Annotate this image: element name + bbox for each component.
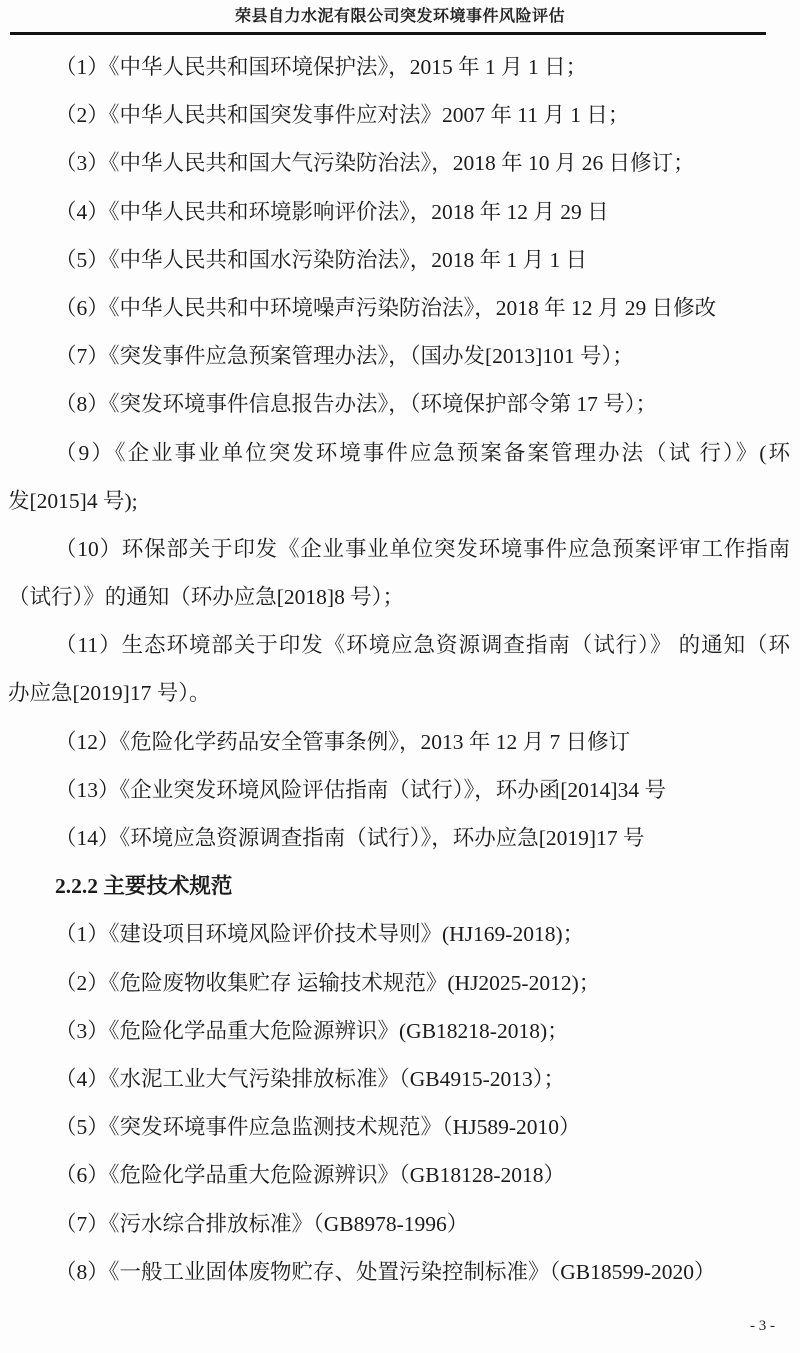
list-item-13: （13）《企业突发环境风险评估指南（试行）》，环办函[2014]34 号 [55, 777, 666, 802]
page-header [0, 0, 800, 35]
section-heading-2-2-2: 2.2.2 主要技术规范 [55, 874, 233, 899]
tech-spec-item-4: （4）《水泥工业大气污染排放标准》（GB4915-2013）； [55, 1066, 566, 1091]
list-item-9-line-2: 发[2015]4 号); [8, 488, 138, 513]
tech-spec-item-6: （6）《危险化学品重大危险源辨识》（GB18128-2018） [55, 1163, 566, 1188]
tech-spec-item-7: （7）《污水综合排放标准》（GB8978-1996） [55, 1211, 469, 1236]
list-item-5: （5）《中华人民共和国水污染防治法》，2018 年 1 月 1 日 [55, 247, 588, 272]
tech-spec-item-8: （8）《一般工业固体废物贮存、处置污染控制标准》（GB18599-2020） [55, 1259, 716, 1284]
tech-spec-item-2: （2）《危险废物收集贮存 运输技术规范》(HJ2025-2012)； [55, 970, 601, 995]
list-item-3: （3）《中华人民共和国大气污染防治法》，2018 年 10 月 26 日修订； [55, 151, 695, 176]
tech-spec-item-3: （3）《危险化学品重大危险源辨识》(GB18218-2018)； [55, 1018, 569, 1043]
page-number: - 3 - [750, 1318, 775, 1334]
list-item-11-line-1: （11）生态环境部关于印发《环境应急资源调查指南（试行）》 的通知（环 [55, 633, 790, 658]
tech-spec-item-1: （1）《建设项目环境风险评价技术导则》(HJ169-2018)； [55, 922, 585, 947]
list-item-11-line-2: 办应急[2019]17 号）。 [8, 681, 211, 706]
list-item-9-line-1: （9）《企业事业单位突发环境事件应急预案备案管理办法（试 行）》(环 [55, 440, 790, 465]
list-item-4: （4）《中华人民共和环境影响评价法》，2018 年 12 月 29 日 [55, 199, 609, 224]
header-title: 荣县自力水泥有限公司突发环境事件风险评估 [234, 8, 565, 25]
list-item-12: （12）《危险化学药品安全管事条例》，2013 年 12 月 7 日修订 [55, 729, 631, 754]
list-item-8: （8）《突发环境事件信息报告办法》，（环境保护部令第 17 号）； [55, 392, 658, 417]
document-body [8, 35, 790, 1296]
list-item-1: （1）《中华人民共和国环境保护法》，2015 年 1 月 1 日； [55, 55, 588, 79]
list-item-6: （6）《中华人民共和中环境噪声污染防治法》，2018 年 12 月 29 日修改 [55, 295, 717, 320]
list-item-14: （14）《环境应急资源调查指南（试行）》，环办应急[2019]17 号 [55, 826, 645, 850]
tech-spec-item-5: （5）《突发环境事件应急监测技术规范》（HJ589-2010） [55, 1115, 581, 1140]
list-item-10-line-2: （试行）》的通知（环办应急[2018]8 号）； [8, 585, 404, 610]
list-item-10-line-1: （10）环保部关于印发《企业事业单位突发环境事件应急预案评审工作指南 [55, 536, 790, 561]
list-item-2: （2）《中华人民共和国突发事件应对法》2007 年 11 月 1 日； [55, 103, 630, 128]
list-item-7: （7）《突发事件应急预案管理办法》，（国办发[2013]101 号）； [55, 344, 634, 369]
